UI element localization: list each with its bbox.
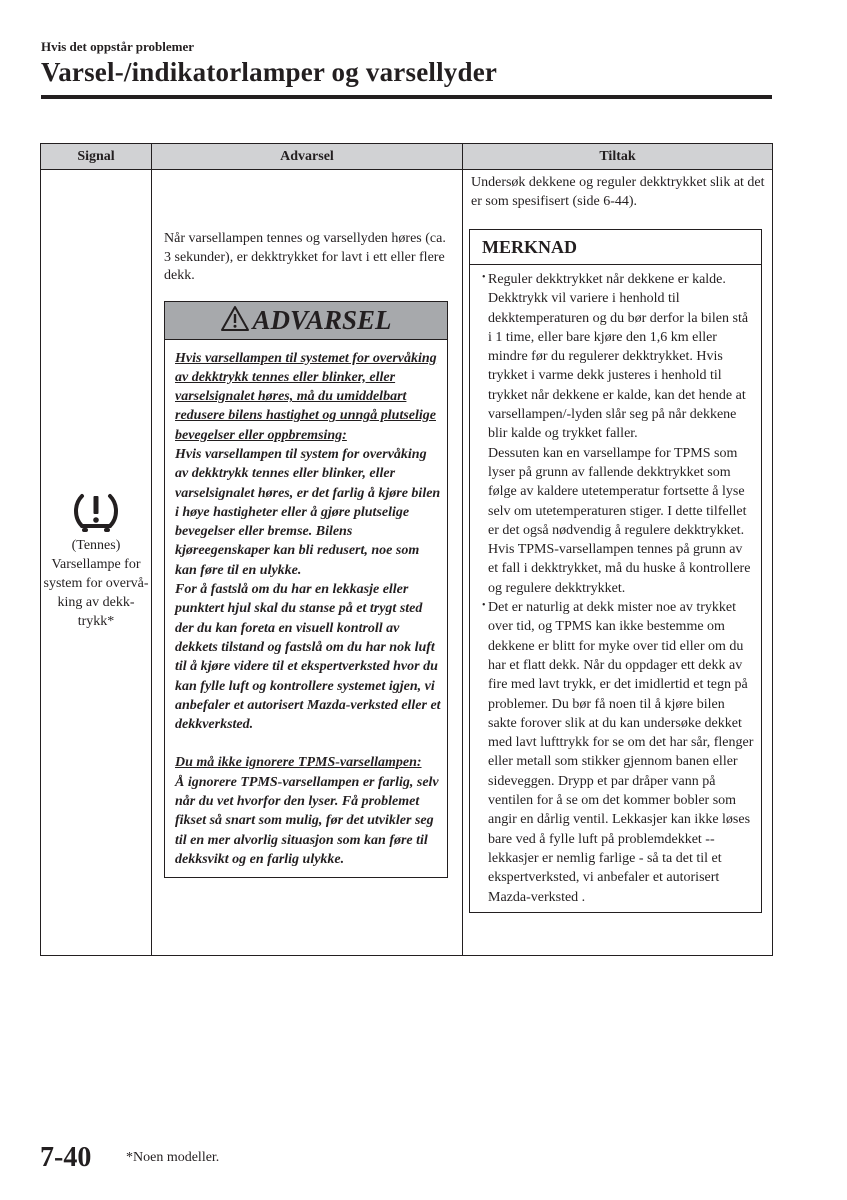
tiltak-intro: Undersøk dekkene og reguler dekktrykket slik at det er som spesifisert (side 6-44).	[471, 175, 765, 209]
signal-line: king av dekk-	[57, 595, 135, 610]
warning-header	[165, 302, 447, 340]
advarsel-intro: Når varsellampen tennes og varsellyden høres (ca. 3 sekunder), er dekktrykket for lavt i ett eller flere dekk.	[164, 231, 446, 283]
footnote: *Noen modeller.	[126, 1150, 220, 1165]
warning-paragraph-2: For å fastslå om du har en lekkasje eller punktert hjul skal du stanse på et trygt sted der du kan foreta en visuell kontroll av dekkets tilstand og fastslå om du har nok luft til å kjøre videre til et ekspertverksted hvor du kan fylle luft og kontrollere systemet igjen, vi anbefaler et autorisert Mazda-verksted eller et dekkverksted.	[175, 582, 441, 733]
bullet-icon: •	[482, 600, 486, 612]
column-header-signal: Signal	[41, 144, 152, 170]
note-item-continuation: Dessuten kan en varsellampe for TPMS som lyser på grunn av fallende dekktrykket som følge av kaldere utetemperatur fortsette å lyse selv om utetemperaturen stiger. I dette tilfellet er det også nødvendig å regulere dekktrykket. Hvis TPMS-varsellampen tennes på grunn av et fall i dekktrykket, må du huske å kontrollere og regulere dekktrykket.	[488, 445, 751, 596]
warning-triangle-icon	[220, 305, 250, 332]
page-number: 7-40	[40, 1142, 92, 1173]
signal-line: (Tennes)	[71, 538, 121, 553]
advarsel-cell	[152, 170, 463, 956]
table-row	[41, 170, 773, 956]
warning-heading-1: Hvis varsellampen til systemet for overvåking av dekktrykk tennes eller blinker, eller varselsignalet høres, må du umiddelbart redusere bilens hastighet og unngå plutselige bevegelser eller oppbremsing:	[175, 350, 437, 443]
tiltak-cell	[463, 170, 773, 956]
warning-heading-2: Du må ikke ignorere TPMS-varsellampen:	[175, 755, 422, 771]
warning-paragraph-1: Hvis varsellampen til system for overvåking av dekktrykk tennes eller blinker, eller varselsignalet høres, er det farlig å kjøre bilen i høye hastigheter eller å gjøre plutselige bevegelser eller bremse. Bilens kjøreegenskaper kan bli redusert, noe som kan føre til en ulykke.	[175, 446, 441, 578]
signal-line: Varsellampe for	[51, 557, 141, 572]
note-item-text: Det er naturlig at dekk mister noe av trykket over tid, og TPMS kan ikke bestemme om dekkene er blitt for myke over tid eller om du har et flatt dekk. Når du oppdager ett dekk av fire med lavt trykk, er det imidlertid et tegn på problemer. Du bør få noen til å kjøre bilen sakte forover slik at du kan undersøke dekket med lavt lufttrykk for se om det har sår, flenger eller metall som stikker gjennom banen eller sideveggen. Drypp et par dråper vann på ventilen for å se om det kommer bobler som angir en dårlig ventil. Lekkasjer kan ikke løses bare ved å fylle luft på problemdekket -- lekkasjer er nemlig farlige - så ta det til et ekspertverksted, vi anbefaler et autorisert Mazda-verksted .	[488, 600, 754, 905]
section-heading: Hvis det oppstår problemer	[41, 39, 194, 54]
tpms-warning-icon	[70, 490, 122, 534]
note-box	[469, 229, 762, 913]
warning-body	[165, 340, 447, 878]
note-item	[484, 598, 755, 907]
note-title: MERKNAD	[470, 230, 761, 265]
title-rule	[41, 95, 772, 99]
note-item	[484, 270, 755, 444]
warning-lights-table	[40, 143, 773, 956]
note-item-text: Reguler dekktrykket når dekkene er kalde. Dekktrykk vil variere i henhold til dekktemperaturen og du bør derfor la bilen stå i 1 time, eller bare kjøre den 1,6 km eller mindre før du regulerer dekktrykket. Hvis trykket i varme dekk justeres i henhold til trykket når dekkene er kalde, kan det hende at varsellampen/-lyden slår seg på når dekkene blir kalde og trykket faller.	[488, 272, 749, 442]
page-title: Varsel-/indikatorlamper og varsellyder	[41, 57, 498, 87]
warning-title: ADVARSEL	[252, 304, 392, 335]
signal-cell	[41, 170, 152, 956]
warning-paragraph-3: Å ignorere TPMS-varsellampen er farlig, selv når du vet hvorfor den lyser. Få problemet fikset så snart som mulig, før det utvikler seg til en mer alvorlig situasjon som kan føre til dekksvikt og en farlig ulykke.	[175, 774, 439, 867]
bullet-icon: •	[482, 272, 486, 283]
signal-line: system for overvå-	[43, 576, 149, 591]
table-header-row	[41, 144, 773, 170]
paragraph-gap	[175, 734, 441, 753]
column-header-advarsel: Advarsel	[152, 144, 463, 170]
signal-line: trykk*	[77, 614, 115, 629]
column-header-tiltak: Tiltak	[463, 144, 773, 170]
warning-box	[164, 301, 448, 879]
note-body	[470, 265, 761, 912]
